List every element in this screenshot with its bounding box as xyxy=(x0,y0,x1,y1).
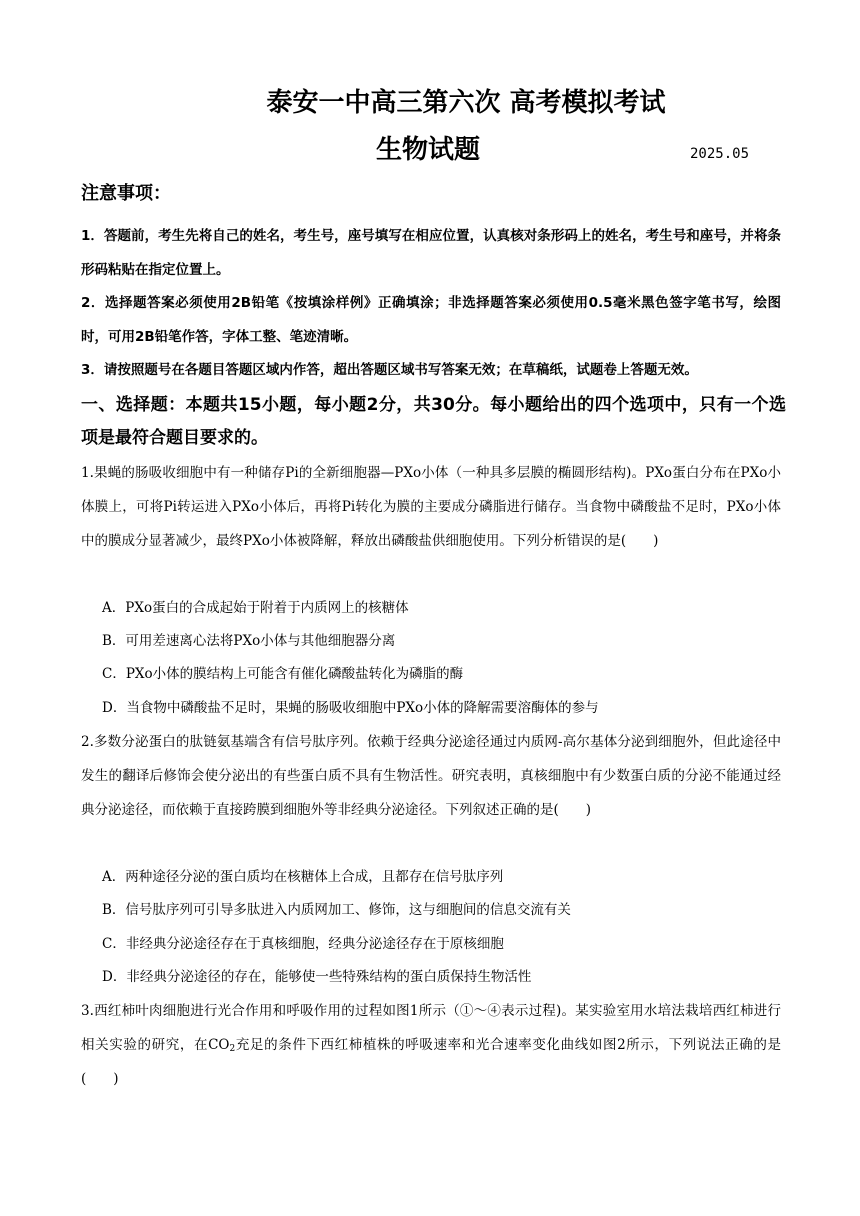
question-3-stem-part2: 充足的条件下西红柿植株的呼吸速率和光合速率变化曲线如图2所示，下列说法正确的是( ) xyxy=(81,1037,781,1087)
question-2-option-a: A．两种途径分泌的蛋白质均在核糖体上合成，且都存在信号肽序列 xyxy=(102,869,504,885)
notice-heading: 注意事项： xyxy=(81,183,171,204)
notice-item-1: 1．答题前，考生先将自己的姓名，考生号，座号填写在相应位置，认真核对条形码上的姓名，考生号和座号，并将条形码粘贴在指定位置上。 xyxy=(81,228,781,278)
question-1-option-a: A．PXo蛋白的合成起始于附着于内质网上的核糖体 xyxy=(102,600,409,616)
exam-title: 泰安一中高三第六次 高考模拟考试 xyxy=(266,88,666,118)
question-2-option-b: B．信号肽序列可引导多肽进入内质网加工、修饰，这与细胞间的信息交流有关 xyxy=(102,902,571,918)
exam-date: 2025.05 xyxy=(690,146,750,162)
question-2-option-c: C．非经典分泌途径存在于真核细胞，经典分泌途径存在于原核细胞 xyxy=(102,936,504,952)
co2-subscript: 2 xyxy=(229,1044,236,1054)
question-2-option-d: D．非经典分泌途径的存在，能够使一些特殊结构的蛋白质保持生物活性 xyxy=(102,969,532,985)
notice-item-2: 2．选择题答案必须使用2B铅笔《按填涂样例》正确填涂；非选择题答案必须使用0.5毫米黑色签字笔书写，绘图时，可用2B铅笔作答，字体工整、笔迹清晰。 xyxy=(81,295,781,345)
question-3-stem xyxy=(81,994,781,1096)
question-1-option-b: B．可用差速离心法将PXo小体与其他细胞器分离 xyxy=(102,633,396,649)
notice-item-3: 3．请按照题号在各题目答题区域内作答，超出答题区域书写答案无效；在草稿纸，试题卷上答题无效。 xyxy=(81,362,698,378)
question-1-option-c: C．PXo小体的膜结构上可能含有催化磷酸盐转化为磷脂的酶 xyxy=(102,666,464,682)
question-1-option-d: D．当食物中磷酸盐不足时，果蝇的肠吸收细胞中PXo小体的降解需要溶酶体的参与 xyxy=(102,700,599,716)
question-1-stem: 1.果蝇的肠吸收细胞中有一种储存Pi的全新细胞器—PXo小体（一种具多层膜的椭圆形结构)。PXo蛋白分布在PXo小体膜上，可将Pi转运进入PXo小体后，再将Pi转化为膜的主要成分磷脂进行储存。当食物中磷酸盐不足时，PXo小体中的膜成分显著减少，最终PXo小体被降解，释放出磷酸盐供细胞使用。下列分析错误的是( ) xyxy=(81,465,781,549)
question-2-stem: 2.多数分泌蛋白的肽链氨基端含有信号肽序列。依赖于经典分泌途径通过内质网-高尔基体分泌到细胞外，但此途径中发生的翻译后修饰会使分泌出的有些蛋白质不具有生物活性。研究表明，真核细胞中有少数蛋白质的分泌不能通过经典分泌途径，而依赖于直接跨膜到细胞外等非经典分泌途径。下列叙述正确的是( ) xyxy=(81,734,781,818)
question-3-stem-part1: 3.西红柿叶肉细胞进行光合作用和呼吸作用的过程如图1所示（①～④表示过程)。某实验室用水培法栽培西红柿进行相关实验的研究，在CO xyxy=(81,1003,781,1053)
subject-title: 生物试题 xyxy=(375,135,480,165)
section-heading: 一、选择题：本题共15小题，每小题2分，共30分。每小题给出的四个选项中，只有一个选项是最符合题目要求的。 xyxy=(81,395,786,448)
